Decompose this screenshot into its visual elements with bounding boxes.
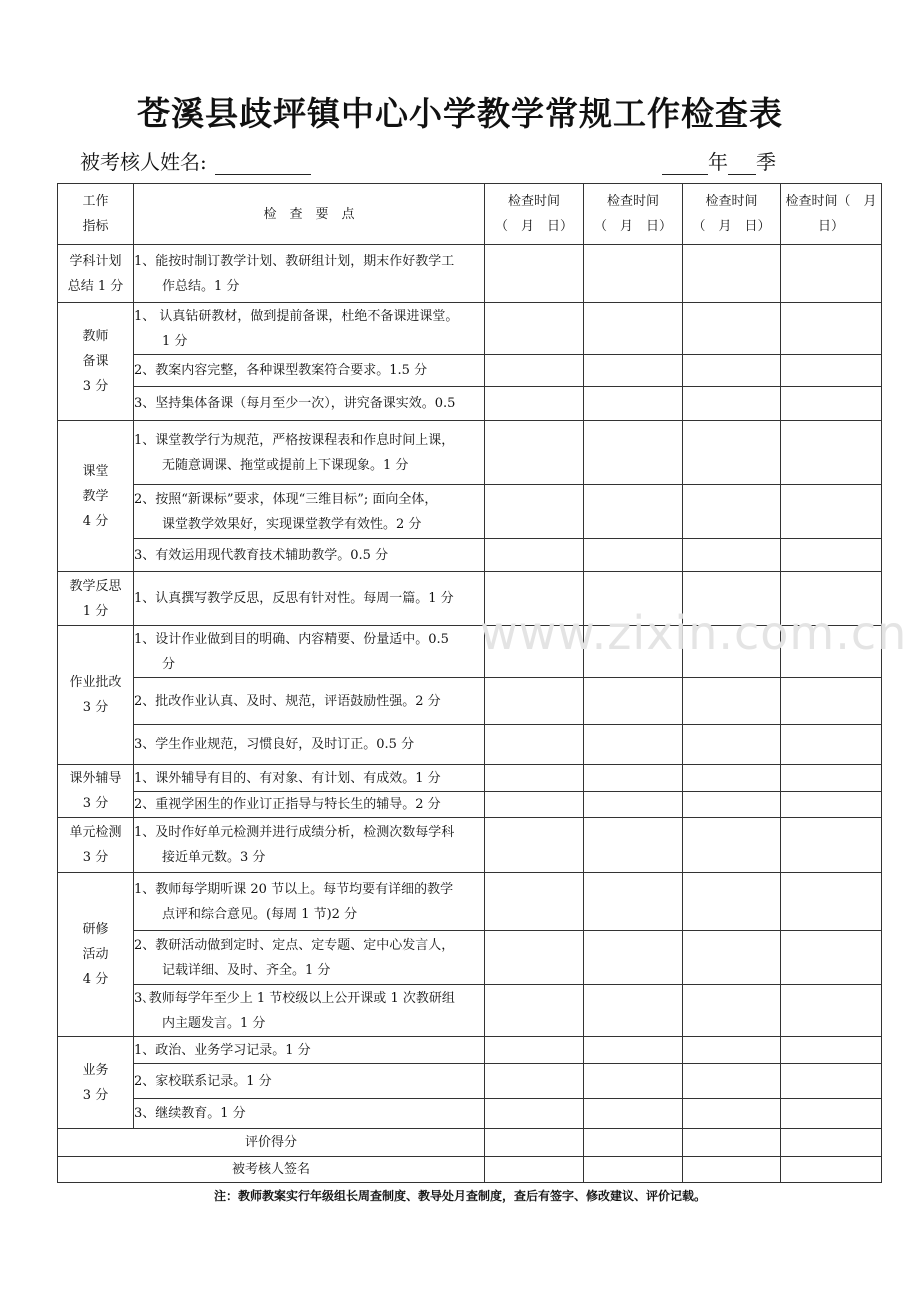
category-line: 业务 xyxy=(82,1062,109,1078)
score-row xyxy=(58,1129,882,1157)
table-row xyxy=(58,931,882,985)
check-cell[interactable] xyxy=(584,818,683,873)
criteria-cell xyxy=(134,931,485,985)
table-row xyxy=(58,1099,882,1129)
check-cell[interactable] xyxy=(683,725,781,765)
check-cell[interactable] xyxy=(683,421,781,485)
criteria-line: 内主题发言。1 分 xyxy=(162,1015,266,1031)
check-cell[interactable] xyxy=(485,931,584,985)
criteria-cell xyxy=(134,303,485,355)
check-cell[interactable] xyxy=(781,485,882,539)
check-time-last-bottom: 日） xyxy=(817,219,844,234)
check-cell[interactable] xyxy=(584,539,683,572)
category-line: 3 分 xyxy=(82,379,109,394)
category-line: 4 分 xyxy=(82,513,109,529)
check-cell[interactable] xyxy=(781,818,882,873)
table-row xyxy=(58,792,882,818)
check-cell[interactable] xyxy=(781,1064,882,1099)
table-row xyxy=(58,355,882,387)
check-time-label: 检查时间 xyxy=(507,194,560,209)
criteria-cell xyxy=(134,765,485,792)
check-time-last-top: 检查时间（ 月 xyxy=(785,194,877,209)
criteria-cell xyxy=(134,985,485,1037)
criteria-cell xyxy=(134,539,485,572)
criteria-line: 3、学生作业规范，习惯良好，及时订正。0.5 分 xyxy=(134,737,415,752)
criteria-cell xyxy=(134,421,485,485)
criteria-line: 1、及时作好单元检测并进行成绩分析，检测次数每学科 xyxy=(134,825,455,840)
criteria-line: 1、政治、业务学习记录。1 分 xyxy=(134,1042,311,1058)
check-cell[interactable] xyxy=(485,985,584,1037)
check-cell[interactable] xyxy=(781,931,882,985)
check-cell[interactable] xyxy=(485,678,584,725)
criteria-line: 1、课堂教学行为规范，严格按课程表和作息时间上课， xyxy=(134,432,455,448)
table-row xyxy=(58,725,882,765)
criteria-cell xyxy=(134,678,485,725)
check-cell[interactable] xyxy=(584,485,683,539)
table-row xyxy=(58,765,882,792)
check-cell[interactable] xyxy=(584,678,683,725)
check-cell[interactable] xyxy=(781,421,882,485)
check-cell[interactable] xyxy=(683,1037,781,1064)
check-cell[interactable] xyxy=(485,873,584,931)
page-title: 苍溪县歧坪镇中心小学教学常规工作检查表 xyxy=(137,94,783,133)
header-check-time xyxy=(485,184,584,245)
category-line: 教学反思 xyxy=(69,578,122,594)
check-cell[interactable] xyxy=(584,725,683,765)
category-line: 活动 xyxy=(82,947,109,962)
season-label: 季 xyxy=(756,150,776,174)
check-cell[interactable] xyxy=(584,421,683,485)
category-line: 课堂 xyxy=(82,463,109,479)
table-row xyxy=(58,818,882,873)
criteria-line: 1、教师每学期听课 20 节以上。每节均要有详细的教学 xyxy=(134,881,454,897)
check-cell[interactable] xyxy=(485,818,584,873)
criteria-line: 3、坚持集体备课（每月至少一次），讲究备课实效。0.5 xyxy=(134,396,456,411)
criteria-line: 3、有效运用现代教育技术辅助教学。0.5 分 xyxy=(134,547,389,563)
check-cell[interactable] xyxy=(781,387,882,421)
criteria-line: 作总结。1 分 xyxy=(162,278,240,294)
category-cell xyxy=(58,818,134,873)
check-cell[interactable] xyxy=(584,985,683,1037)
criteria-line: 1、认真撰写教学反思，反思有针对性。每周一篇。1 分 xyxy=(134,591,454,606)
criteria-line: 1、 认真钻研教材，做到提前备课，杜绝不备课进课堂。 xyxy=(134,308,459,324)
criteria-line: 记载详细、及时、齐全。1 分 xyxy=(162,962,331,978)
signature-label: 被考核人签名 xyxy=(58,1157,485,1183)
check-cell[interactable] xyxy=(584,792,683,818)
check-cell[interactable] xyxy=(584,303,683,355)
header-check-time xyxy=(683,184,781,245)
criteria-cell xyxy=(134,873,485,931)
check-cell[interactable] xyxy=(683,1157,781,1183)
check-cell[interactable] xyxy=(781,1099,882,1129)
check-cell[interactable] xyxy=(683,678,781,725)
check-cell[interactable] xyxy=(781,678,882,725)
table-body xyxy=(58,184,882,1183)
check-cell[interactable] xyxy=(584,1037,683,1064)
category-line: 备课 xyxy=(82,354,109,369)
table-row xyxy=(58,421,882,485)
criteria-cell xyxy=(134,355,485,387)
check-cell[interactable] xyxy=(683,387,781,421)
check-cell[interactable] xyxy=(485,792,584,818)
check-cell[interactable] xyxy=(584,873,683,931)
check-cell[interactable] xyxy=(584,245,683,303)
check-cell[interactable] xyxy=(781,1157,882,1183)
check-cell[interactable] xyxy=(683,792,781,818)
category-cell xyxy=(58,1037,134,1129)
year-blank xyxy=(662,156,708,175)
criteria-cell xyxy=(134,387,485,421)
header-category-line: 指标 xyxy=(82,219,109,234)
check-cell[interactable] xyxy=(584,931,683,985)
criteria-line: 点评和综合意见。(每周 1 节)2 分 xyxy=(162,906,358,922)
table-row xyxy=(58,387,882,421)
footnote: 注：教师教案实行年级组长周查制度、教导处月查制度，查后有签字、修改建议、评价记载。 xyxy=(213,1189,706,1203)
year-label: 年 xyxy=(708,150,728,174)
check-cell[interactable] xyxy=(485,1037,584,1064)
table-row xyxy=(58,245,882,303)
examinee-label: 被考核人姓名: xyxy=(80,150,207,174)
category-cell xyxy=(58,303,134,421)
category-cell xyxy=(58,245,134,303)
criteria-cell xyxy=(134,818,485,873)
score-label: 评价得分 xyxy=(58,1129,485,1157)
examinee-name-line xyxy=(80,146,311,175)
criteria-line: 2、家校联系记录。1 分 xyxy=(134,1073,272,1089)
category-line: 研修 xyxy=(82,922,109,937)
check-cell[interactable] xyxy=(584,1129,683,1157)
category-cell xyxy=(58,626,134,765)
check-cell[interactable] xyxy=(781,1037,882,1064)
month-day-label: （ 月 日） xyxy=(494,219,573,234)
criteria-line: 1、能按时制订教学计划、教研组计划，期末作好教学工 xyxy=(134,253,455,269)
check-cell[interactable] xyxy=(485,1129,584,1157)
check-time-label: 检查时间 xyxy=(606,194,659,209)
table-row xyxy=(58,985,882,1037)
criteria-cell xyxy=(134,725,485,765)
criteria-line: 1 分 xyxy=(162,333,188,349)
check-cell[interactable] xyxy=(781,873,882,931)
check-cell[interactable] xyxy=(683,765,781,792)
criteria-cell xyxy=(134,485,485,539)
criteria-line: 分 xyxy=(162,656,176,672)
check-cell[interactable] xyxy=(485,245,584,303)
table-row xyxy=(58,1064,882,1099)
criteria-cell xyxy=(134,792,485,818)
header-check-time-last xyxy=(781,184,882,245)
check-cell[interactable] xyxy=(485,355,584,387)
criteria-line: 无随意调课、拖堂或提前上下课现象。1 分 xyxy=(162,457,409,473)
check-cell[interactable] xyxy=(584,765,683,792)
category-line: 教学 xyxy=(82,488,109,504)
check-cell[interactable] xyxy=(485,1064,584,1099)
check-cell[interactable] xyxy=(781,303,882,355)
check-cell[interactable] xyxy=(781,1129,882,1157)
header-check-time xyxy=(584,184,683,245)
check-cell[interactable] xyxy=(485,303,584,355)
criteria-line: 2、重视学困生的作业订正指导与特长生的辅导。2 分 xyxy=(134,797,441,812)
header-category xyxy=(58,184,134,245)
category-line: 3 分 xyxy=(82,796,109,811)
check-cell[interactable] xyxy=(683,303,781,355)
season-blank xyxy=(728,156,756,175)
month-day-label: （ 月 日） xyxy=(593,219,672,234)
category-cell xyxy=(58,765,134,818)
criteria-line: 1、设计作业做到目的明确、内容精要、份量适中。0.5 xyxy=(134,631,449,647)
check-cell[interactable] xyxy=(683,1099,781,1129)
criteria-cell xyxy=(134,1099,485,1129)
check-time-label: 检查时间 xyxy=(705,194,758,209)
criteria-cell xyxy=(134,572,485,626)
check-cell[interactable] xyxy=(781,765,882,792)
check-cell[interactable] xyxy=(781,792,882,818)
table-row xyxy=(58,1037,882,1064)
check-cell[interactable] xyxy=(485,421,584,485)
criteria-cell xyxy=(134,1064,485,1099)
category-cell xyxy=(58,421,134,572)
table-row xyxy=(58,539,882,572)
category-cell xyxy=(58,873,134,1037)
check-cell[interactable] xyxy=(781,539,882,572)
criteria-line: 1、课外辅导有目的、有对象、有计划、有成效。1 分 xyxy=(134,770,441,786)
check-cell[interactable] xyxy=(485,387,584,421)
category-line: 作业批改 xyxy=(69,675,122,690)
check-cell[interactable] xyxy=(683,818,781,873)
inspection-table xyxy=(57,183,882,1183)
check-cell[interactable] xyxy=(485,1157,584,1183)
check-cell[interactable] xyxy=(584,1099,683,1129)
category-line: 3 分 xyxy=(82,1087,109,1103)
category-line: 4 分 xyxy=(82,972,109,987)
check-cell[interactable] xyxy=(781,985,882,1037)
check-cell[interactable] xyxy=(584,1064,683,1099)
check-cell[interactable] xyxy=(683,1064,781,1099)
category-line: 单元检测 xyxy=(69,825,122,840)
check-cell[interactable] xyxy=(584,1157,683,1183)
criteria-line: 2、批改作业认真、及时、规范，评语鼓励性强。2 分 xyxy=(134,693,441,709)
check-cell[interactable] xyxy=(683,485,781,539)
table-row xyxy=(58,678,882,725)
criteria-line: 2、教案内容完整，各种课型教案符合要求。1.5 分 xyxy=(134,363,428,378)
check-cell[interactable] xyxy=(683,245,781,303)
header-row xyxy=(58,184,882,245)
category-line: 1 分 xyxy=(82,603,109,619)
criteria-line: 接近单元数。3 分 xyxy=(162,850,266,865)
criteria-cell xyxy=(134,626,485,678)
table-row xyxy=(58,303,882,355)
category-line: 总结 1 分 xyxy=(67,278,124,294)
table-row xyxy=(58,485,882,539)
signature-row xyxy=(58,1157,882,1183)
check-cell[interactable] xyxy=(584,387,683,421)
check-cell[interactable] xyxy=(485,1099,584,1129)
criteria-line: 2、教研活动做到定时、定点、定专题、定中心发言人， xyxy=(134,937,455,953)
check-cell[interactable] xyxy=(485,485,584,539)
check-cell[interactable] xyxy=(683,355,781,387)
check-cell[interactable] xyxy=(683,539,781,572)
check-cell[interactable] xyxy=(683,1129,781,1157)
check-cell[interactable] xyxy=(781,245,882,303)
examinee-name-blank xyxy=(215,156,311,175)
period-line xyxy=(662,146,776,175)
criteria-line: 3､教师每学年至少上 1 节校级以上公开课或 1 次教研组 xyxy=(134,990,455,1006)
criteria-line: 3、继续教育。1 分 xyxy=(134,1106,246,1121)
category-line: 课外辅导 xyxy=(69,771,122,786)
header-points: 检 查 要 点 xyxy=(134,184,485,245)
category-line: 教师 xyxy=(82,329,109,344)
category-line: 3 分 xyxy=(82,700,109,715)
category-cell xyxy=(58,572,134,626)
criteria-line: 课堂教学效果好，实现课堂教学有效性。2 分 xyxy=(162,516,422,532)
check-cell[interactable] xyxy=(781,725,882,765)
month-day-label: （ 月 日） xyxy=(692,219,771,234)
check-cell[interactable] xyxy=(683,873,781,931)
check-cell[interactable] xyxy=(485,725,584,765)
header-category-line: 工作 xyxy=(82,194,109,209)
check-cell[interactable] xyxy=(683,931,781,985)
criteria-line: 2、按照“新课标”要求，体现“三维目标”; 面向全体， xyxy=(134,491,438,507)
category-line: 3 分 xyxy=(82,850,109,865)
criteria-cell xyxy=(134,245,485,303)
check-cell[interactable] xyxy=(485,539,584,572)
category-line: 学科计划 xyxy=(69,253,122,269)
watermark: www.zixin.com.cn xyxy=(480,606,908,660)
check-cell[interactable] xyxy=(485,765,584,792)
criteria-cell xyxy=(134,1037,485,1064)
check-cell[interactable] xyxy=(781,355,882,387)
check-cell[interactable] xyxy=(584,355,683,387)
table-row xyxy=(58,873,882,931)
check-cell[interactable] xyxy=(683,985,781,1037)
